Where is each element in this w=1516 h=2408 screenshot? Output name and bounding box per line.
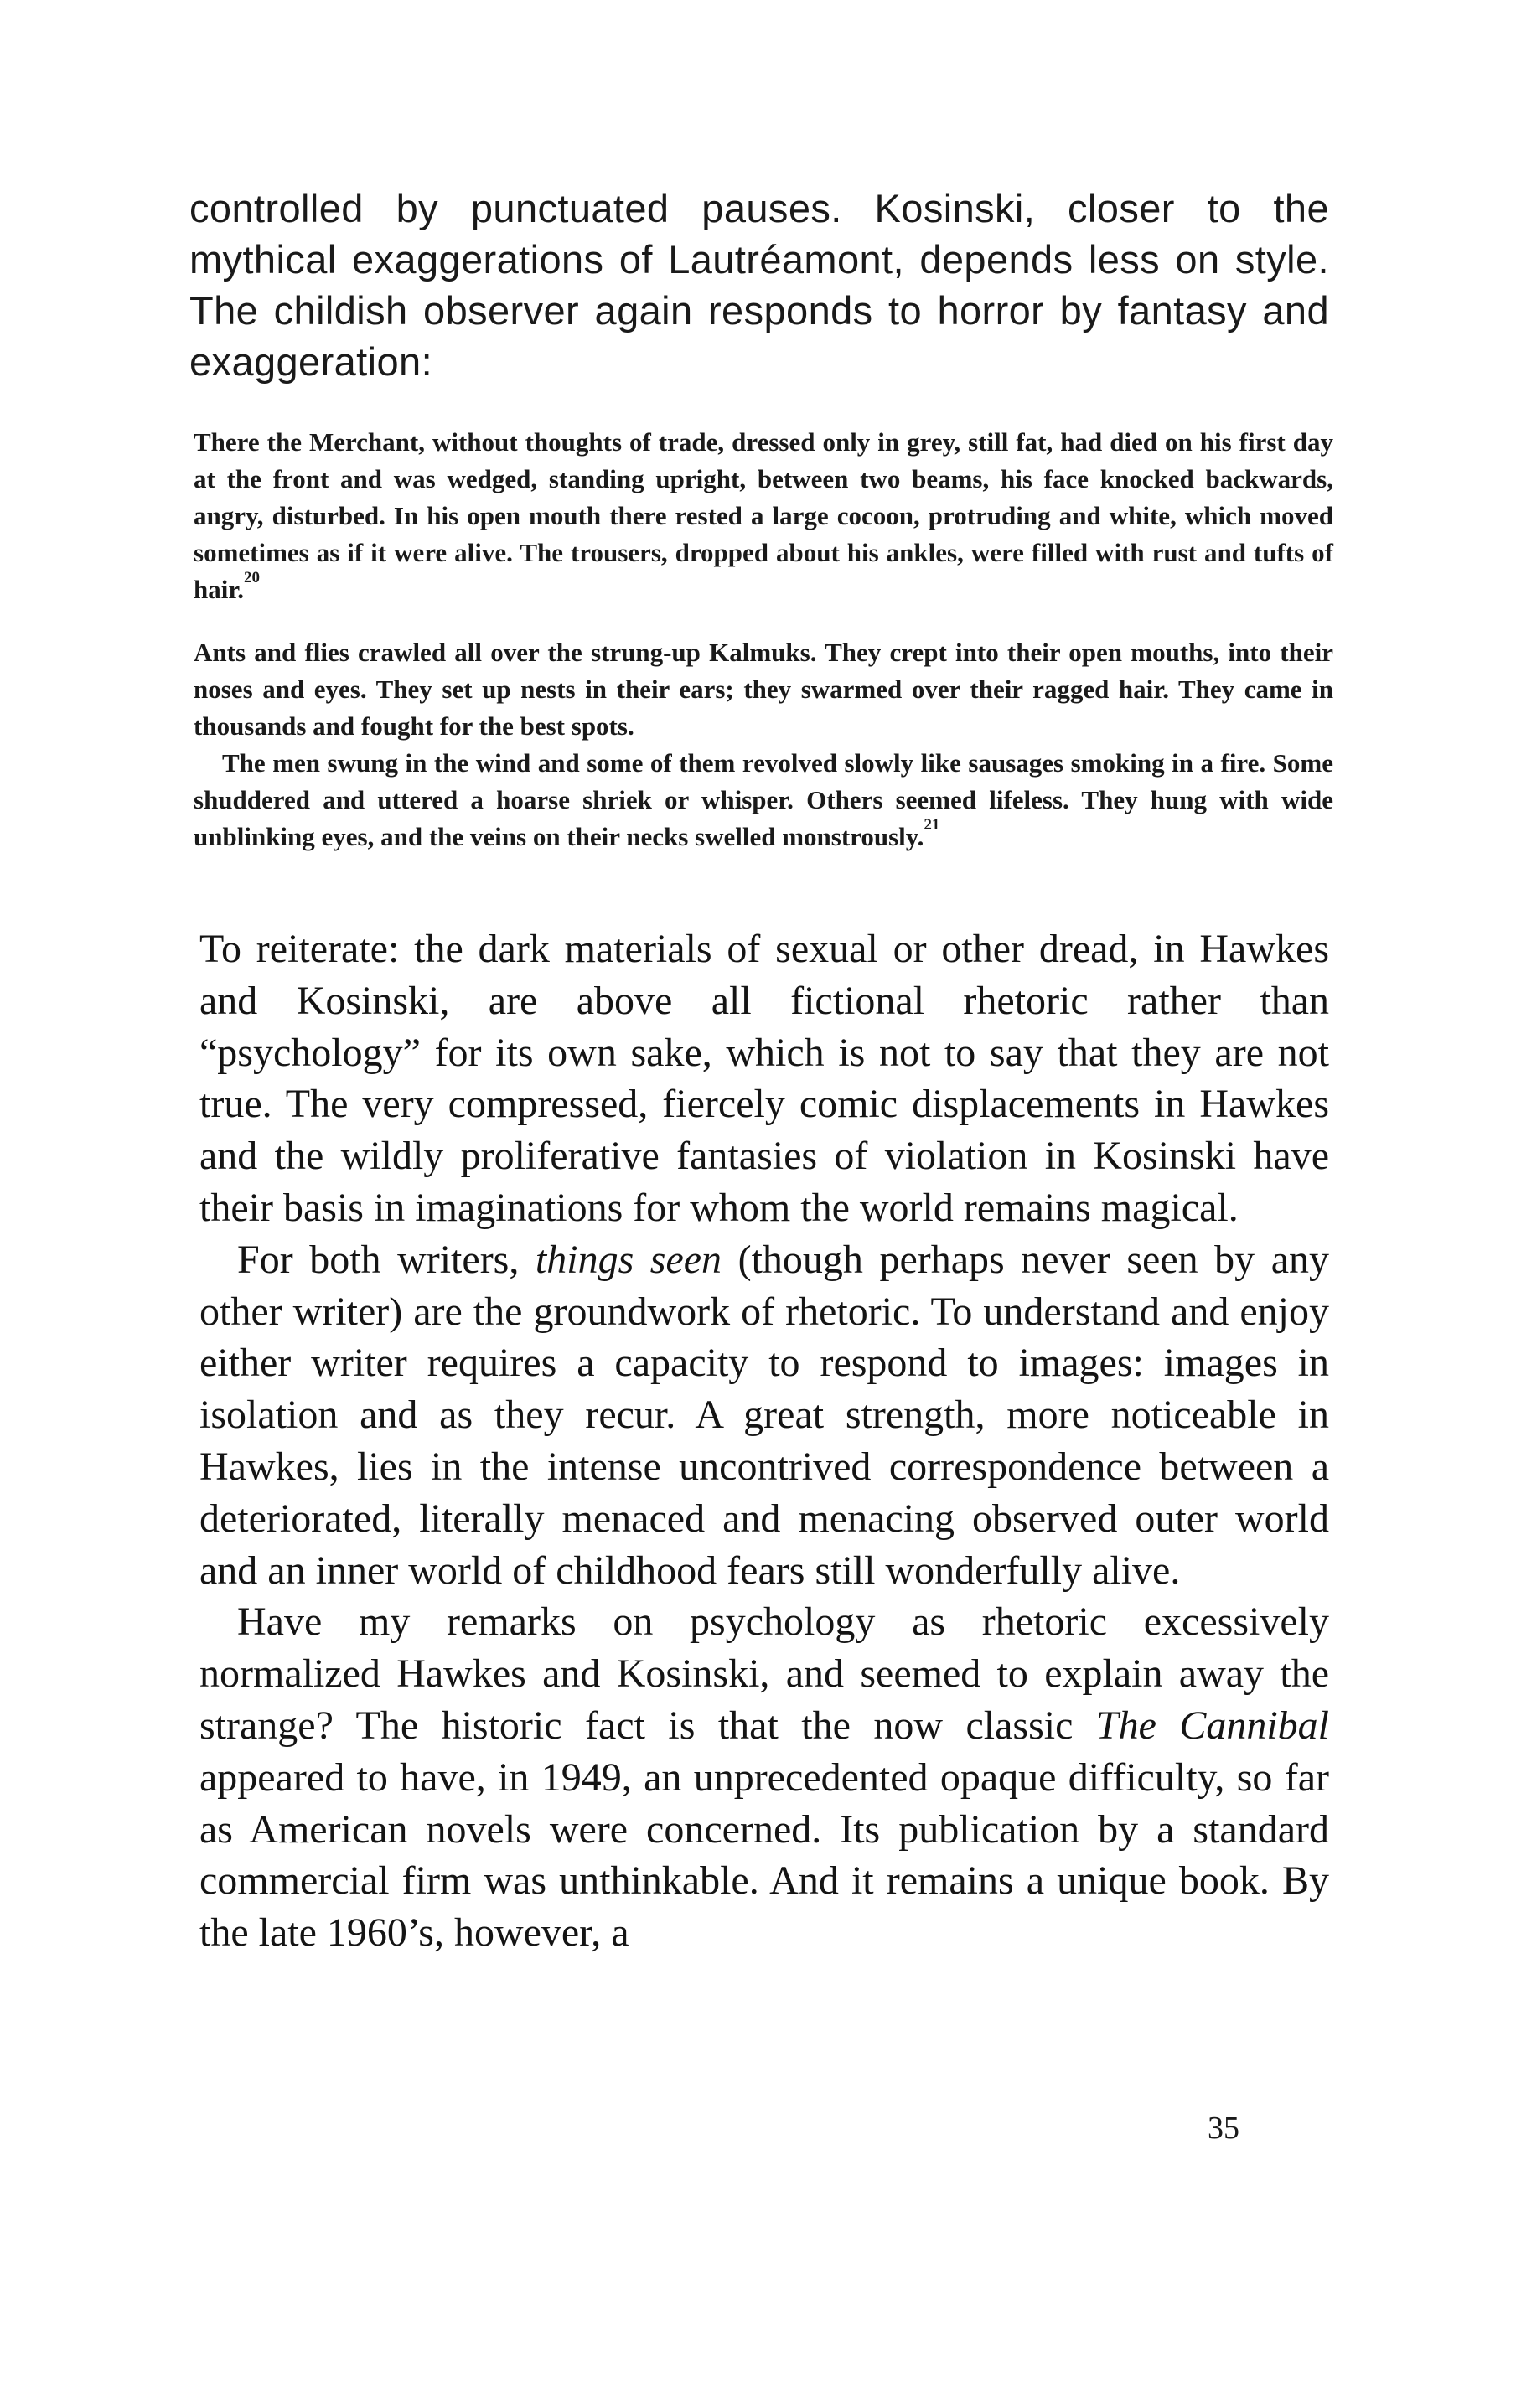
block-quote-kalmuks-paragraph-one: Ants and flies crawled all over the strung-up Kalmuks. They crept into their open mouths, into their noses and eyes. They set up nests in their ears; they swarmed over their ragged hair. They came in thousands and fought for the best spots. (194, 638, 1333, 741)
body-paragraph-three-lead: Have my remarks on psychology as rhetoric excessively normalized Hawkes and Kosinski, and seemed to explain away the strange? The historic fact is that the now classic (199, 1599, 1329, 1748)
book-title-the-cannibal: The Cannibal (1095, 1703, 1330, 1748)
body-paragraph-one: To reiterate: the dark materials of sexual or other dread, in Hawkes and Kosinski, are above all fictional rhetoric rather than “psychology” for its own sake, which is not to say that they are not true. The very compressed, fiercely comic displacements in Hawkes and the wildly proliferative fantasies of violation in Kosinski have their basis in imaginations for whom the world remains magical. (199, 927, 1329, 1230)
block-quote-kalmuks-paragraph-two-wrap (194, 745, 1333, 855)
emphasis-things-seen: things seen (535, 1237, 722, 1282)
body-paragraph-three-rest: appeared to have, in 1949, an unprecedented opaque difficulty, so far as American novels were concerned. Its publication by a standard commercial firm was unthinkable. And it remains a unique book. By the late 1960’s, however, a (199, 1754, 1329, 1956)
body-paragraph-two-rest: (though perhaps never seen by any other writer) are the groundwork of rhetoric. To understand and enjoy either writer requires a capacity to respond to images: images in isolation and as they recur. A great strength, more noticeable in Hawkes, lies in the intense uncontrived correspondence between a deteriorated, literally menaced and menacing observed outer world and an inner world of childhood fears still wonderfully alive. (199, 1237, 1330, 1593)
body-text (199, 923, 1329, 1959)
footnote-marker-21: 21 (924, 816, 940, 834)
footnote-marker-20: 20 (244, 569, 261, 586)
block-quote-merchant-text: There the Merchant, without thoughts of trade, dressed only in grey, still fat, had died on his first day at the front and was wedged, standing upright, between two beams, his face knocked backwards, angry, disturbed. In his open mouth there rested a large cocoon, protruding and white, which moved sometimes as if it were alive. The trousers, dropped about his ankles, were filled with rust and tufts of hair. (194, 427, 1333, 604)
body-paragraph-two (199, 1234, 1329, 1597)
block-quote-kalmuks (194, 634, 1333, 855)
page-number: 35 (1208, 2111, 1239, 2146)
opening-paragraph (189, 183, 1329, 387)
block-quote-merchant (194, 424, 1333, 608)
block-quote-merchant-paragraph (194, 424, 1333, 608)
body-paragraph-two-lead: For both writers, (237, 1237, 520, 1282)
opening-paragraph-text: controlled by punctuated pauses. Kosinski, closer to the mythical exaggerations of Lautréamont, depends less on style. The childish observer again responds to horror by fantasy and exaggeration: (189, 186, 1329, 384)
body-paragraph-three (199, 1596, 1329, 1959)
block-quote-kalmuks-paragraph-two: The men swung in the wind and some of them revolved slowly like sausages smoking in a fire. Some shuddered and uttered a hoarse shriek or whisper. Others seemed lifeless. They hung with wide unblinking eyes, and the veins on their necks swelled monstrously. (194, 748, 1333, 851)
